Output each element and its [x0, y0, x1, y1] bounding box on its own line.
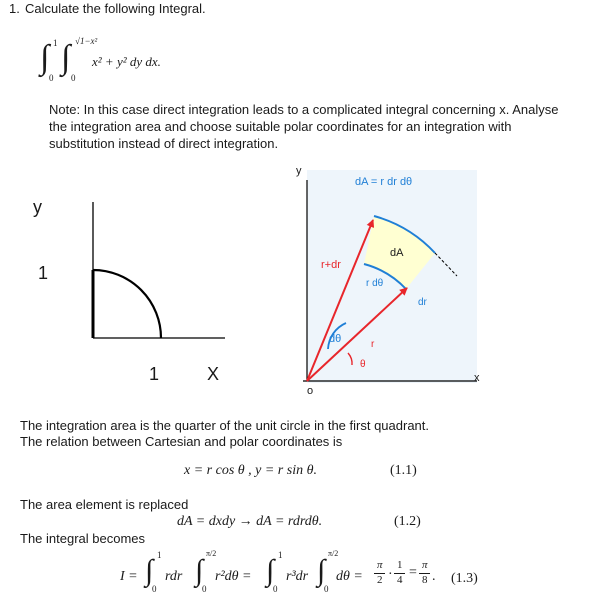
question-text: Calculate the following Integral.	[25, 1, 206, 16]
area-element-text: The area element is replaced	[20, 497, 189, 512]
eq3-int1-upper: 1	[157, 550, 162, 560]
inner-upper-limit: √1−x²	[75, 36, 98, 46]
eq3-int4-upper: π/2	[328, 549, 339, 558]
eq3-frac2-num: 1	[397, 559, 403, 571]
theta-label: θ	[360, 359, 366, 370]
left-one-y: 1	[38, 263, 49, 283]
equation-2: dA = dxdy → dA = rdrdθ.	[177, 514, 323, 529]
eq3-frac3-den: 8	[422, 574, 428, 586]
outer-upper-limit: 1	[53, 38, 58, 48]
eq3-frac3-num: π	[422, 559, 428, 571]
eq3-int3-upper: 1	[278, 550, 283, 560]
question-number: 1.	[9, 1, 20, 16]
left-one-x: 1	[149, 364, 160, 384]
inner-lower-limit: 0	[71, 73, 76, 83]
eq3-r2dtheta: r²dθ =	[215, 569, 252, 584]
dr-label: dr	[418, 297, 427, 308]
da-label: dA	[390, 247, 404, 259]
eq3-int2-lower: 0	[202, 584, 207, 594]
eq3-end: .	[432, 569, 436, 584]
r-dtheta-label: r dθ	[366, 278, 384, 289]
area-text: The integration area is the quarter of the unit circle in the first quadrant.	[20, 418, 430, 433]
eq3-int2-upper: π/2	[206, 549, 217, 558]
eq3-int2-sign: ∫	[195, 554, 204, 587]
eq3-int1-sign: ∫	[145, 554, 154, 587]
eq3-int4-lower: 0	[324, 584, 329, 594]
outer-integral-sign: ∫	[40, 39, 50, 76]
eq3-dtheta: dθ =	[336, 569, 363, 584]
eq3-equals: =	[409, 565, 417, 580]
left-x-label: X	[207, 364, 220, 384]
eq3-frac1-num: π	[377, 559, 383, 571]
polar-area-diagram	[293, 165, 483, 395]
r-label: r	[371, 339, 375, 350]
inner-integral-sign: ∫	[61, 39, 71, 76]
eq3-dot: ·	[388, 567, 393, 582]
outer-lower-limit: 0	[49, 73, 54, 83]
eq3-r3dr: r³dr	[286, 569, 309, 584]
equation-2-number: (1.2)	[394, 514, 421, 529]
left-figure	[30, 180, 260, 390]
eq3-int4-sign: ∫	[317, 554, 326, 587]
equation-1-number: (1.1)	[390, 463, 417, 478]
equation-1: x = r cos θ , y = r sin θ.	[184, 463, 317, 478]
x-axis-label: x	[474, 372, 480, 384]
eq3-int3-sign: ∫	[266, 554, 275, 587]
r-plus-dr-label: r+dr	[321, 259, 341, 271]
eq3-int1-lower: 0	[152, 584, 157, 594]
left-y-label: y	[33, 197, 42, 217]
quarter-circle-arc	[93, 270, 161, 338]
dtheta-label: dθ	[329, 333, 342, 345]
y-axis-label: y	[296, 165, 302, 177]
origin-label: o	[307, 385, 314, 397]
eq3-I: I =	[120, 569, 138, 584]
integrand: x² + y² dy dx.	[92, 54, 161, 69]
equation-3-number: (1.3)	[451, 571, 478, 586]
eq3-frac2-den: 4	[397, 574, 403, 586]
eq3-rdr: rdr	[165, 569, 183, 584]
integral-becomes-text: The integral becomes	[20, 531, 146, 546]
note-text: Note: In this case direct integration leads to a complicated integral concerning x. Analyse the integration area and choose suitable polar coordinates for an integration with substitution instead of direct integration.	[49, 102, 559, 151]
relation-text: The relation between Cartesian and polar coordinates is	[20, 434, 343, 449]
problem-integral	[40, 38, 260, 86]
da-formula: dA = r dr dθ	[355, 176, 413, 188]
eq3-int3-lower: 0	[273, 584, 278, 594]
eq3-frac1-den: 2	[377, 574, 383, 586]
